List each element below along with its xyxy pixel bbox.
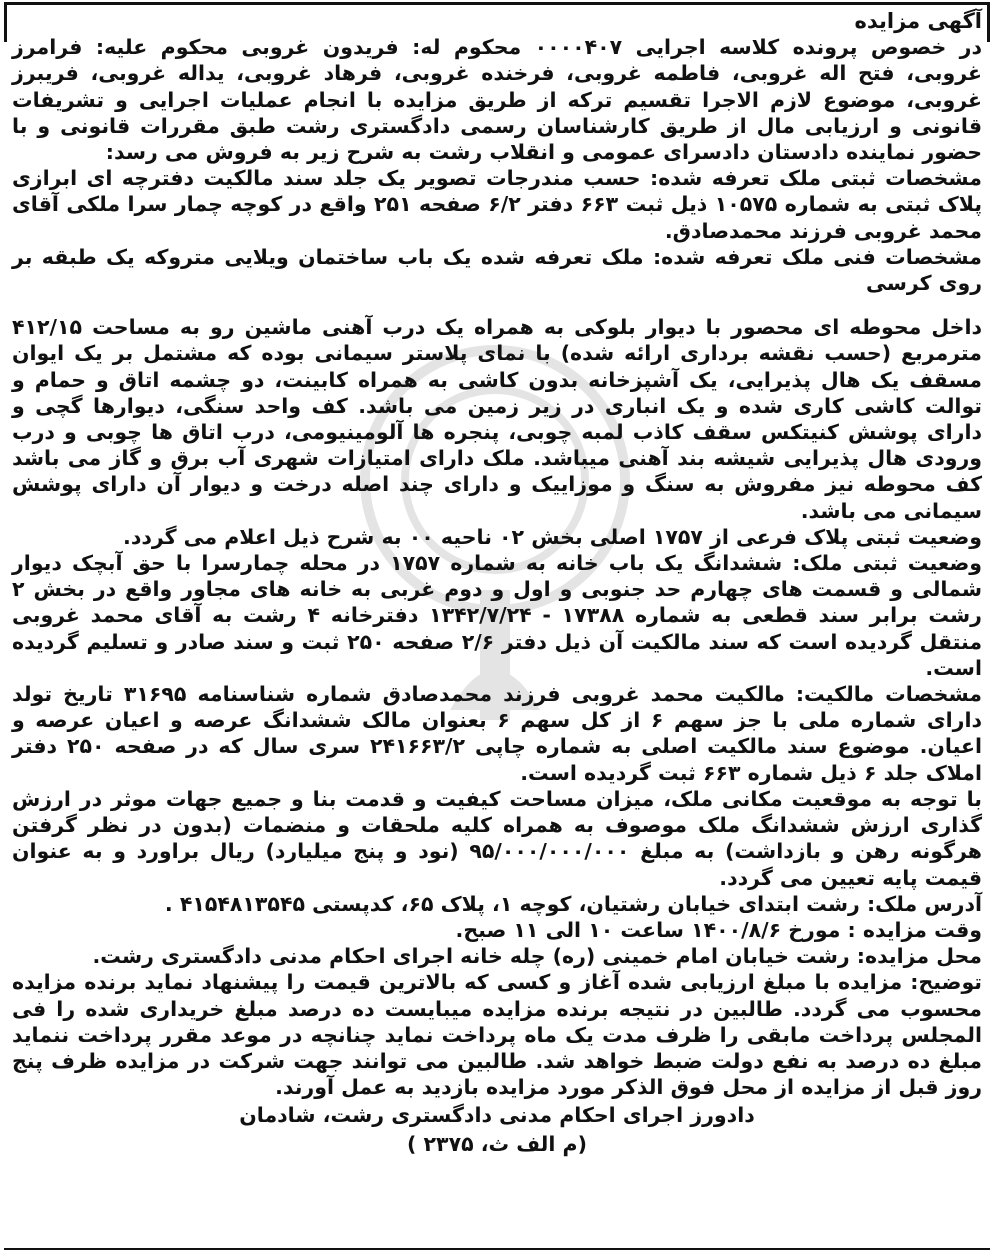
registry-status-property: وضعیت ثبتی ملک: ششدانگ یک باب خانه به شماره ۱۷۵۷ در محله چمارسرا با حق آبچک دیوار شمالی و قسمت های چهارم حد جنوبی و اول و دوم غربی به خانه های مجاور واقع در بخش ۲ رشت برابر سند قطعی به شماره ۱۷۳۸۸ - ۱۳۴۲/۷/۲۴ دفترخانه ۴ رشت به آقای محمد غروبی منتقل گردیده است که سند مالکیت آن ذیل دفتر ۲/۶ صفحه ۲۵۰ ثبت و سند صادر و تسلیم گردیده است. <box>12 551 983 680</box>
auction-explanation: توضیح: مزایده با مبلغ ارزیابی شده آغاز و کسی که بالاترین قیمت را پیشنهاد نماید برنده مزایده محسوب می گردد. طالبین در نتیجه برنده مزایده میبایست ده درصد مبلغ خریداری شده را فی المجلس پرداخت مابقی را ظرف مدت یک ماه پرداخت نماید چنانچه در موعد مقرر پرداخت ننماید مبلغ ده درصد به نفع دولت ضبط خواهد شد. طالبین می توانند جهت شرکت در مزایده ظرف پنج روز قبل از مزایده از محل فوق الذکر مورد مزایده بازدید به عمل آورند. <box>12 970 982 1100</box>
registry-specs: مشخصات ثبتی ملک تعرفه شده: حسب مندرجات تصویر یک جلد سند مالکیت دفترچه ای ابرازی پلاک ثبتی به شماره ۱۰۵۷۵ ذیل ثبت ۶۶۳ دفتر ۶/۲ صفحه ۲۵۱ واقع در کوچه چمار سرا ملکی آقای محمد غروبی فرزند محمدصادق. <box>12 166 983 243</box>
ownership-specs: مشخصات مالکیت: مالکیت محمد غروبی فرزند محمدصادق شماره شناسنامه ۳۱۶۹۵ تاریخ تولد دارای شماره ملی با جز سهم ۶ از کل سهم ۶ بعنوان مالک ششدانگ عرصه و اعیان عرصه و اعیان. موضوع سند مالکیت اصلی به شماره چاپی ۲۴۱۶۶۳/۲ سری سال که در صفحه ۲۵۰ دفتر املاک جلد ۶ ذیل شماره ۶۶۳ ثبت گردیده است. <box>12 682 982 785</box>
top-border <box>4 2 990 5</box>
auction-place: محل مزایده: رشت خیابان امام خمینی (ره) چله خانه اجرای احکام مدنی دادگستری رشت. <box>92 944 982 969</box>
notice-title: آگهی مزایده <box>854 9 982 33</box>
signature: دادورز اجرای احکام مدنی دادگستری رشت، شادمان <box>239 1103 755 1128</box>
notice-intro: در خصوص پرونده کلاسه اجرایی ۰۰۰۰۴۰۷ محکوم له: فریدون غروبی محکوم علیه: فرامرز غروبی، فتح اله غروبی، فاطمه غروبی، فرخنده غروبی، فرهاد غروبی، یداله غروبی، فریبرز غروبی، موضوع لازم الاجرا تقسیم ترکه از طریق مزایده با انجام عملیات اجرایی و تشریفات قانونی و ارزیابی مال از طریق کارشناسان رسمی دادگستری رشت طبق مقررات قانونی و با حضور نماینده دادستان دادسرای عمومی و انقلاب رشت به شرح زیر به فروش می رسد: <box>12 35 982 165</box>
technical-specs-body: داخل محوطه ای محصور با دیوار بلوکی به همراه یک درب آهنی ماشین رو به مساحت ۴۱۲/۱۵ مترمربع (حسب نقشه برداری ارائه شده) با نمای پلاستر سیمانی بوده که مشتمل بر یک ایوان مسقف یک هال پذیرایی، یک آشپزخانه بدون کاشی به همراه کابینت، دو چشمه اتاق و حمام و توالت کاشی کاری شده و یک انباری در زیر زمین می باشد. کف واحد سنگی، دیوارها گچی و دارای پوشش کنیتکس سقف کاذب لمبه چوبی، پنجره ها آلومینیومی، درب اتاق ها چوبی و درب ورودی هال پذیرایی شیشه بند آهنی میباشد. ملک دارای امتیازات شهری آب برق و گاز می باشد کف محوطه نیز مفروش به سنگ و موزاییک و دارای چند اصله درخت و دیوار آن دارای پوشش سیمانی می باشد. <box>12 315 982 523</box>
right-border-tick <box>987 2 990 42</box>
registry-status-plaque: وضعیت ثبتی پلاک فرعی از ۱۷۵۷ اصلی بخش ۰۲ ناحیه ۰۰ به شرح ذیل اعلام می گردد. <box>123 524 982 549</box>
paragraph-gap <box>12 296 982 314</box>
property-address: آدرس ملک: رشت ابتدای خیابان رشتیان، کوچه ۱، پلاک ۶۵، کدپستی ۴۱۵۴۸۱۳۵۴۵ . <box>164 891 982 916</box>
bottom-border <box>4 1248 990 1250</box>
auction-notice <box>12 8 982 1157</box>
notice-code: (م الف ث، ۲۳۷۵ ) <box>407 1131 587 1156</box>
technical-specs-heading: مشخصات فنی ملک تعرفه شده: ملک تعرفه شده یک باب ساختمان ویلایی متروکه یک طبقه بر روی کرسی <box>12 244 982 296</box>
valuation-text: با توجه به موقعیت مکانی ملک، میزان مساحت کیفیت و قدمت بنا و جمیع جهات موثر در ارزش گذاری ارزش ششدانگ ملک موصوف به همراه کلیه ملحقات و منضمات (بدون در نظر گرفتن هرگونه رهن و بازداشت) به مبلغ ۹۵/۰۰۰/۰۰۰/۰۰۰ (نود و پنج میلیارد) ریال براورد و به عنوان قیمت پایه تعیین می گردد. <box>12 786 982 890</box>
auction-time: وقت مزایده : مورخ ۱۴۰۰/۸/۶ ساعت ۱۰ الی ۱۱ صبح. <box>455 917 982 942</box>
left-border-tick <box>4 2 7 42</box>
